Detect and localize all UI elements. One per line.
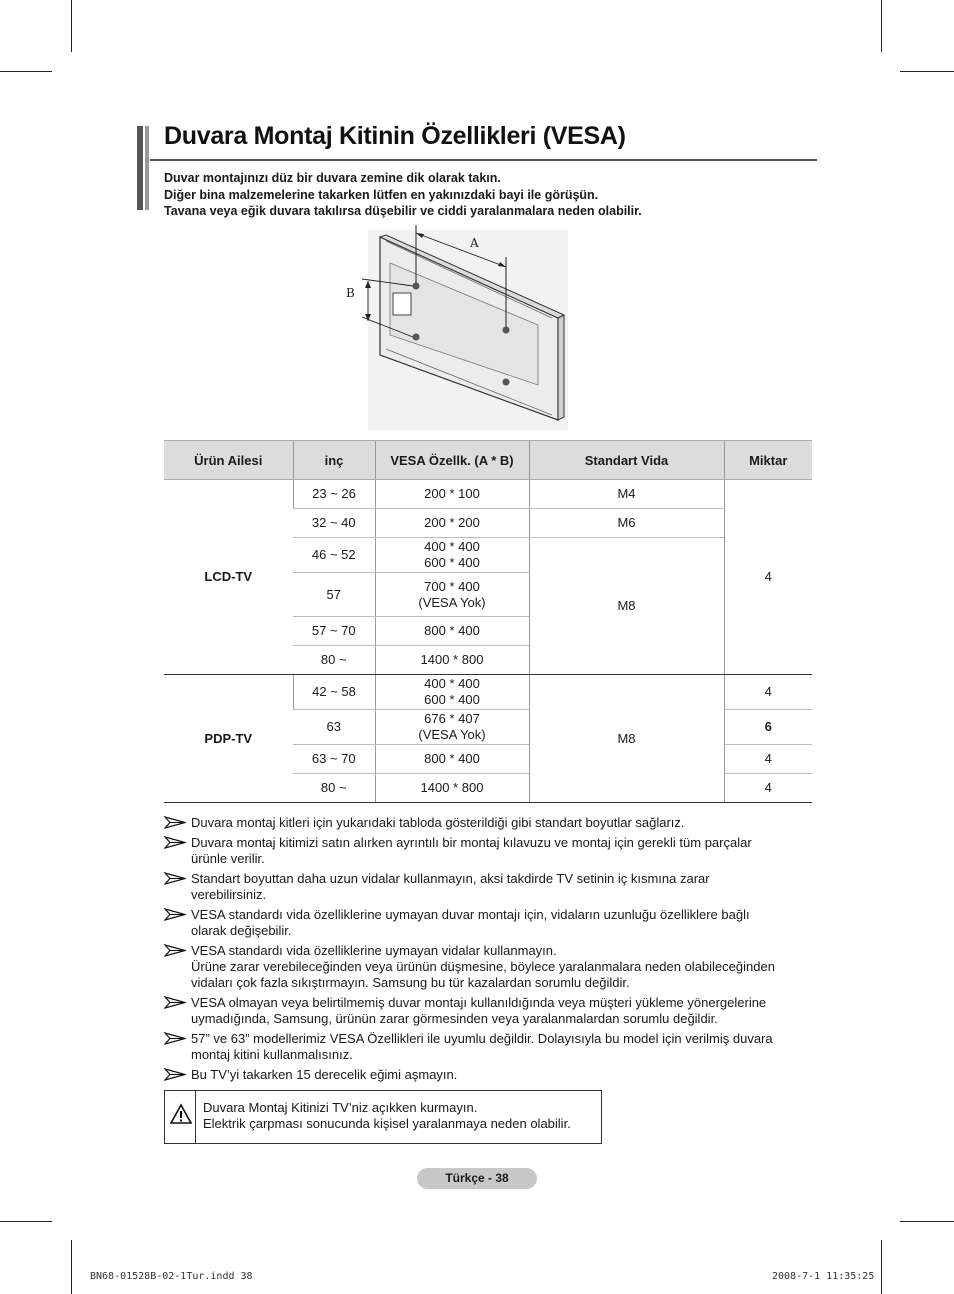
note-item: [164, 995, 824, 1027]
table-header-row: [164, 441, 812, 480]
print-file-info: BN68-01528B-02-1Tur.indd 38: [90, 1271, 253, 1282]
product-family-cell: LCD-TV: [164, 480, 293, 675]
intro-line: Tavana veya eğik duvara takılırsa düşebilir ve ciddi yaralanmalara neden olabilir.: [164, 204, 642, 218]
crop-mark: [900, 71, 954, 72]
arrow-bullet-icon: [164, 996, 186, 1009]
vesa-cell: [375, 710, 529, 745]
crop-mark: [71, 0, 72, 52]
arrow-bullet-icon: [164, 872, 186, 885]
vesa-line: 600 * 400: [424, 692, 480, 707]
note-line: uymadığında, Samsung, ürünün zarar görmesinden veya yaralanmalardan sorumlu değildir.: [191, 1011, 718, 1026]
vesa-cell: 200 * 200: [375, 509, 529, 538]
quantity-cell: 6: [724, 710, 812, 745]
vesa-line: (VESA Yok): [418, 594, 486, 610]
note-line: olarak değişebilir.: [191, 923, 292, 938]
inch-cell: 46 ~ 52: [293, 538, 375, 573]
warning-triangle-icon: [170, 1103, 192, 1125]
product-family-cell: PDP-TV: [164, 675, 293, 803]
dimension-label-b: B: [346, 286, 355, 300]
note-line: montaj kitini kullanmalısınız.: [191, 1047, 353, 1062]
column-header: inç: [293, 441, 375, 480]
crop-mark: [881, 0, 882, 52]
crop-mark: [0, 71, 52, 72]
inch-cell: 32 ~ 40: [293, 509, 375, 538]
quantity-cell: 4: [724, 480, 812, 675]
note-item: [164, 835, 824, 867]
note-line: 57” ve 63” modellerimiz VESA Özellikleri ile uyumlu değildir. Dolayısıyla bu model için verilmiş duvara: [191, 1031, 773, 1046]
arrow-bullet-icon: [164, 1068, 186, 1081]
warning-box: [164, 1090, 602, 1144]
inch-cell: 63: [293, 710, 375, 745]
page-title: Duvara Montaj Kitinin Özellikleri (VESA): [164, 122, 626, 150]
arrow-bullet-icon: [164, 908, 186, 921]
quantity-cell: 4: [724, 774, 812, 803]
crop-mark: [881, 1240, 882, 1294]
inch-cell: 42 ~ 58: [293, 675, 375, 710]
note-line: Ürüne zarar verebileceğinden veya ürünün düşmesine, böylece yaralanmalara neden olabileceğinden: [191, 959, 775, 974]
note-line: vidaları çok fazla sıkıştırmayın. Samsung bu tür kazalardan sorumlu değildir.: [191, 975, 630, 990]
column-header: Miktar: [724, 441, 812, 480]
vesa-cell: 800 * 400: [375, 745, 529, 774]
screw-cell: M4: [529, 480, 724, 509]
note-line: verebilirsiniz.: [191, 887, 267, 902]
vesa-cell: [375, 573, 529, 617]
inch-cell: 57 ~ 70: [293, 617, 375, 646]
vesa-cell: 200 * 100: [375, 480, 529, 509]
screw-cell: M8: [529, 538, 724, 675]
vesa-cell: 1400 * 800: [375, 774, 529, 803]
note-line: VESA standardı vida özelliklerine uymayan vidalar kullanmayın.: [191, 943, 557, 958]
quantity-cell: 4: [724, 745, 812, 774]
vesa-line: 600 * 400: [424, 555, 480, 570]
arrow-bullet-icon: [164, 836, 186, 849]
page-number-badge: Türkçe - 38: [417, 1168, 537, 1189]
note-item: [164, 943, 824, 991]
quantity-cell: 4: [724, 675, 812, 710]
intro-line: Diğer bina malzemelerine takarken lütfen en yakınızdaki bayi ile görüşün.: [164, 187, 599, 202]
arrow-bullet-icon: [164, 1032, 186, 1045]
crop-mark: [0, 1221, 52, 1222]
vesa-spec-table: [164, 440, 812, 803]
intro-line: Duvar montajınızı düz bir duvara zemine dik olarak takın.: [164, 171, 501, 185]
column-header: VESA Özellk. (A * B): [375, 441, 529, 480]
inch-cell: 57: [293, 573, 375, 617]
vesa-cell: [375, 675, 529, 710]
note-item: [164, 871, 824, 903]
crop-mark: [71, 1240, 72, 1294]
inch-cell: 80 ~: [293, 646, 375, 675]
vesa-cell: 800 * 400: [375, 617, 529, 646]
table-row: [164, 675, 812, 710]
vesa-line: 676 * 407: [424, 711, 480, 726]
notes-list: [164, 815, 824, 1087]
note-line: Duvara montaj kitleri için yukarıdaki tabloda gösterildiği gibi standart boyutlar sağlarız.: [191, 815, 685, 830]
title-accent-bar: [137, 126, 149, 210]
note-line: VESA olmayan veya belirtilmemiş duvar montajı kullanıldığında veya müşteri yükleme yönergelerine: [191, 995, 767, 1010]
note-item: [164, 907, 824, 939]
crop-mark: [900, 1221, 954, 1222]
note-line: Bu TV’yi takarken 15 derecelik eğimi aşmayın.: [191, 1067, 458, 1082]
arrow-bullet-icon: [164, 944, 186, 957]
vesa-cell: 1400 * 800: [375, 646, 529, 675]
vesa-line: 700 * 400: [424, 578, 480, 594]
title-underline: [150, 159, 817, 161]
warning-line: Elektrik çarpması sonucunda kişisel yaralanmaya neden olabilir.: [203, 1116, 571, 1131]
intro-text: [164, 170, 642, 220]
inch-cell: 63 ~ 70: [293, 745, 375, 774]
inch-cell: 23 ~ 26: [293, 480, 375, 509]
tv-rear-illustration: [340, 225, 570, 435]
vesa-cell: [375, 538, 529, 573]
warning-line: Duvara Montaj Kitinizi TV’niz açıkken kurmayın.: [203, 1100, 478, 1115]
note-line: VESA standardı vida özelliklerine uymayan duvar montajı için, vidaların uzunluğu özelliklere bağlı: [191, 907, 750, 922]
dimension-label-a: A: [470, 236, 479, 250]
note-line: Duvara montaj kitimizi satın alırken ayrıntılı bir montaj kılavuzu ve montaj için gerekli tüm parçalar: [191, 835, 752, 850]
column-header: Ürün Ailesi: [164, 441, 293, 480]
inch-cell: 80 ~: [293, 774, 375, 803]
note-item: [164, 1067, 824, 1083]
vesa-line: (VESA Yok): [418, 727, 486, 742]
screw-cell: M8: [529, 675, 724, 803]
note-item: [164, 815, 824, 831]
arrow-bullet-icon: [164, 816, 186, 829]
table-row: [164, 480, 812, 509]
screw-cell: M6: [529, 509, 724, 538]
note-line: Standart boyuttan daha uzun vidalar kullanmayın, aksi takdirde TV setinin iç kısmına zarar: [191, 871, 710, 886]
note-line: ürünle verilir.: [191, 851, 265, 866]
vesa-line: 400 * 400: [424, 676, 480, 691]
print-date-info: 2008-7-1 11:35:25: [772, 1271, 875, 1282]
column-header: Standart Vida: [529, 441, 724, 480]
vesa-line: 400 * 400: [424, 539, 480, 554]
note-item: [164, 1031, 824, 1063]
